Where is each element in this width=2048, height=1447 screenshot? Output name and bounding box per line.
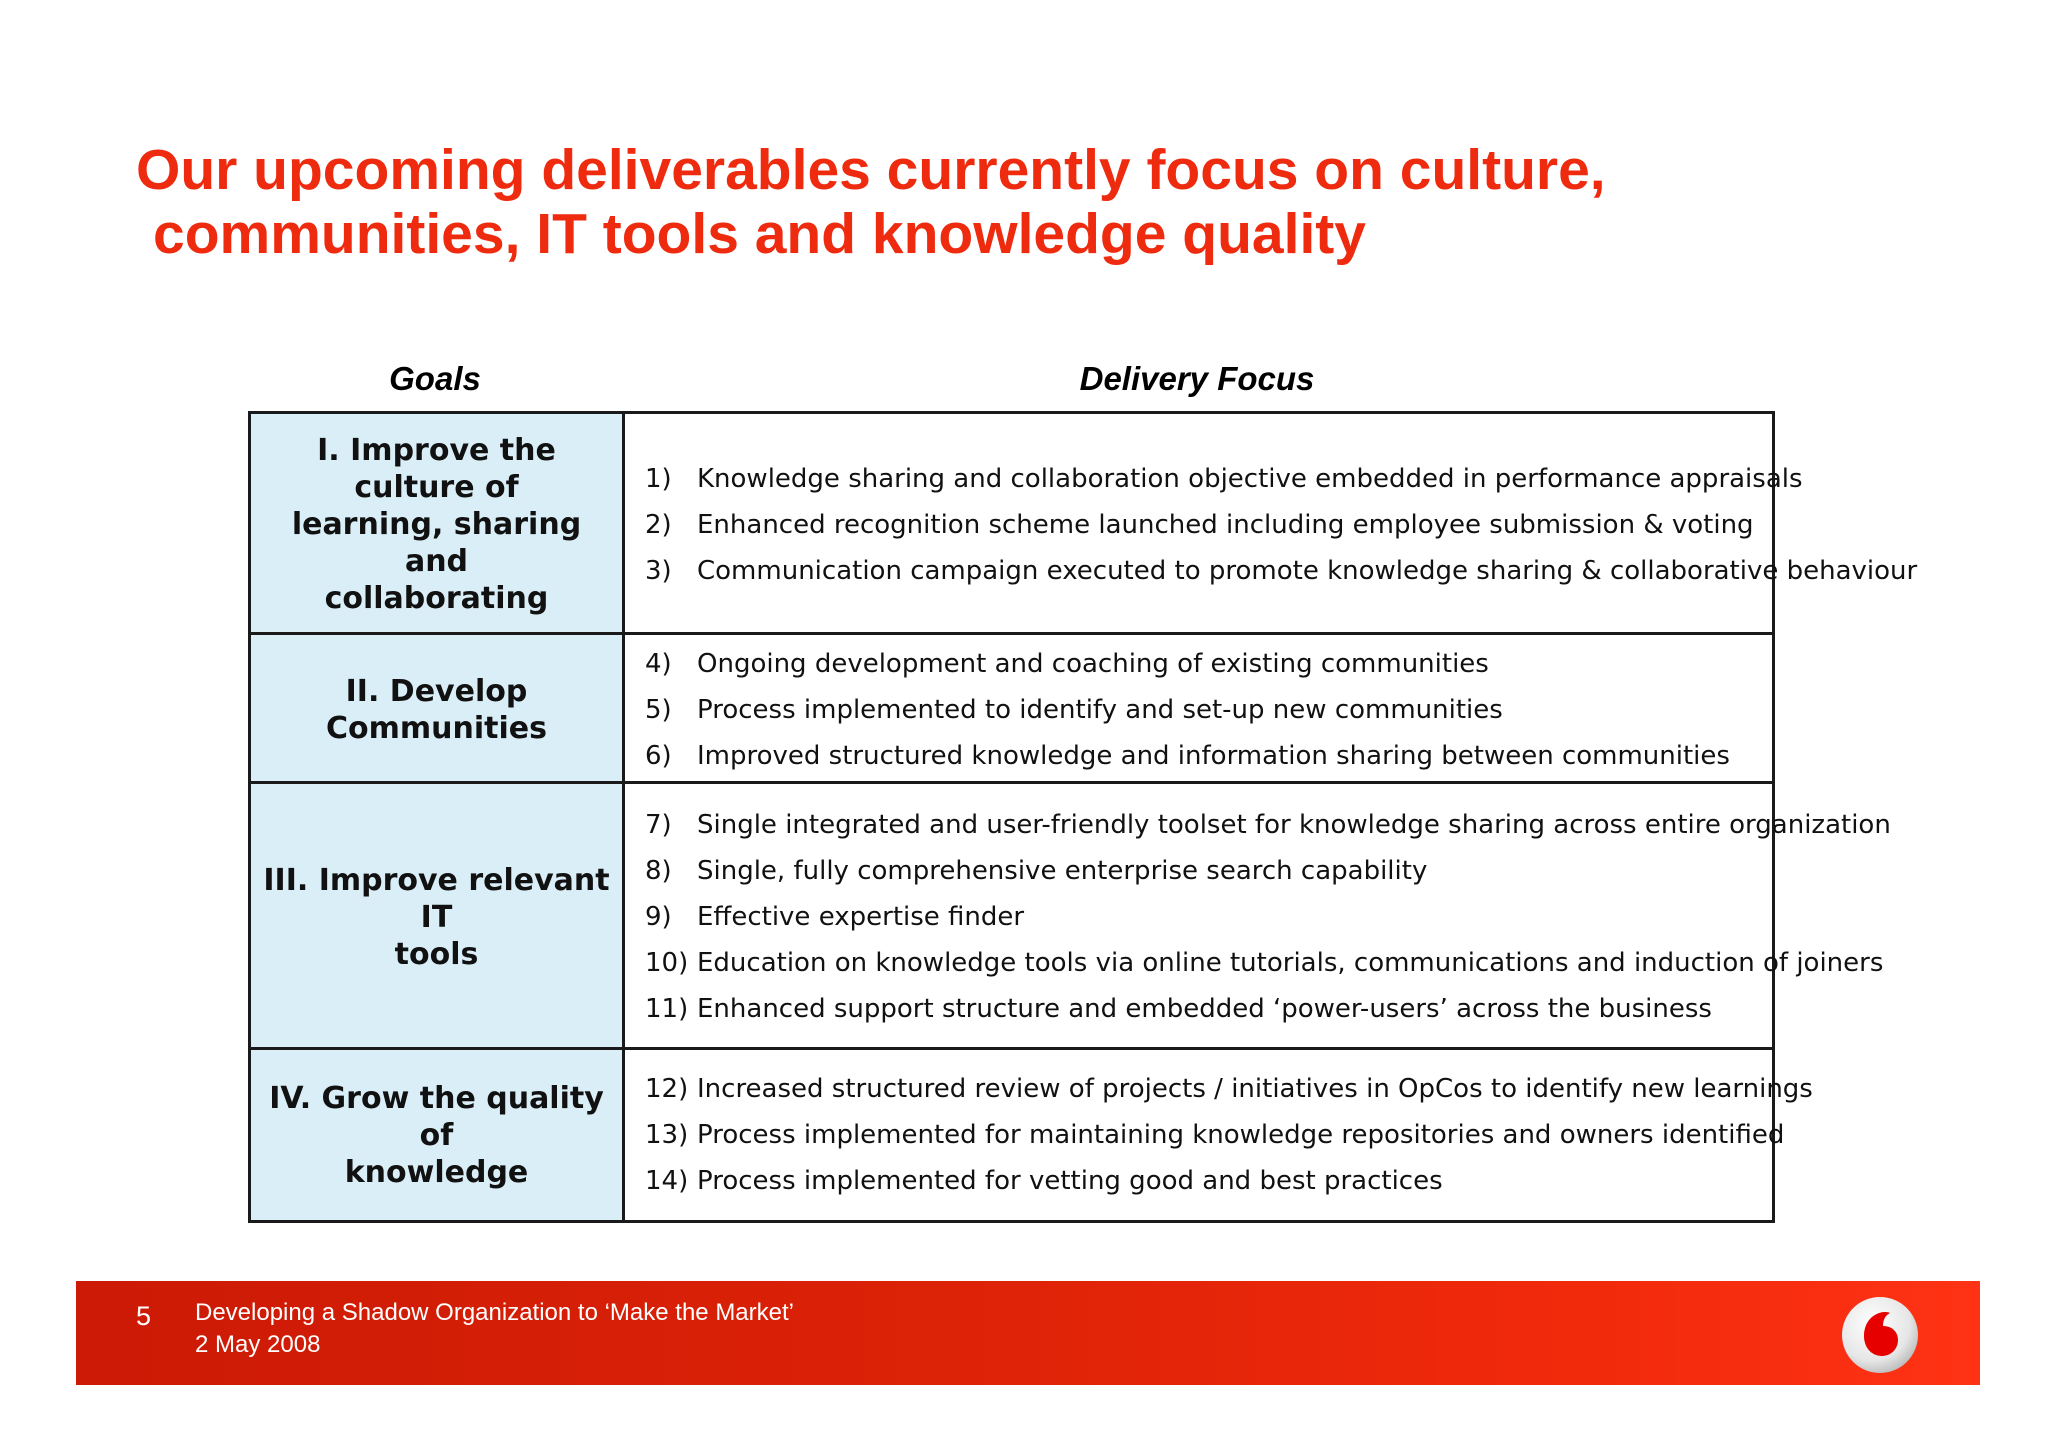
list-item: 9) Effective expertise finder (645, 902, 1025, 932)
list-item: 7) Single integrated and user-friendly toolset for knowledge sharing across entire organization (645, 810, 1891, 840)
list-item: 14) Process implemented for vetting good and best practices (645, 1166, 1443, 1196)
slide-title-line-1: Our upcoming deliverables currently focus on culture, (136, 138, 1606, 202)
delivery-focus-cell (625, 635, 1772, 784)
footer-text (195, 1297, 794, 1361)
slide-title-line-2: communities, IT tools and knowledge quality (153, 202, 1366, 266)
goal-cell (251, 1050, 625, 1220)
delivery-focus-cell (625, 414, 1917, 635)
table-row-goal-1 (251, 414, 1918, 635)
goals-column-header: Goals (389, 360, 481, 397)
list-item: 11) Enhanced support structure and embedded ‘power-users’ across the business (645, 994, 1712, 1024)
goal-cell (251, 635, 625, 784)
goal-label: I. Improve the culture of learning, sharing and collaborating (291, 433, 582, 616)
presentation-date: 2 May 2008 (195, 1331, 321, 1358)
goal-label: II. Develop Communities (326, 673, 547, 746)
goal-cell (251, 784, 625, 1050)
presentation-title: Developing a Shadow Organization to ‘Make the Market’ (195, 1299, 794, 1326)
page-number: 5 (136, 1301, 152, 1331)
delivery-focus-cell (625, 1050, 1813, 1220)
goal-cell (251, 414, 625, 635)
goal-label: III. Improve relevant IT tools (263, 862, 610, 972)
list-item: 3) Communication campaign executed to promote knowledge sharing & collaborative behaviour (645, 555, 1918, 586)
slide-title (136, 138, 1936, 266)
delivery-focus-column-header: Delivery Focus (1079, 360, 1315, 397)
table-row-goal-3 (251, 781, 1891, 1050)
table-row-goal-2 (251, 632, 1772, 784)
list-item: 10) Education on knowledge tools via online tutorials, communications and induction of joiners (645, 948, 1884, 978)
list-item: 5) Process implemented to identify and set-up new communities (645, 694, 1503, 725)
footer-bar (76, 1281, 1980, 1385)
list-item: 2) Enhanced recognition scheme launched including employee submission & voting (645, 509, 1754, 540)
delivery-focus-cell (625, 784, 1891, 1050)
list-item: 4) Ongoing development and coaching of existing communities (645, 648, 1489, 679)
goals-delivery-table (248, 411, 1918, 1223)
goal-label: IV. Grow the quality of knowledge (269, 1080, 604, 1190)
list-item: 8) Single, fully comprehensive enterprise search capability (645, 856, 1428, 886)
list-item: 6) Improved structured knowledge and information sharing between communities (645, 740, 1730, 771)
list-item: 12) Increased structured review of projects / initiatives in OpCos to identify new learnings (645, 1074, 1813, 1104)
list-item: 1) Knowledge sharing and collaboration objective embedded in performance appraisals (645, 463, 1803, 494)
vodafone-logo-icon (1840, 1295, 1920, 1375)
table-row-goal-4 (251, 1047, 1813, 1220)
list-item: 13) Process implemented for maintaining knowledge repositories and owners identified (645, 1120, 1785, 1150)
